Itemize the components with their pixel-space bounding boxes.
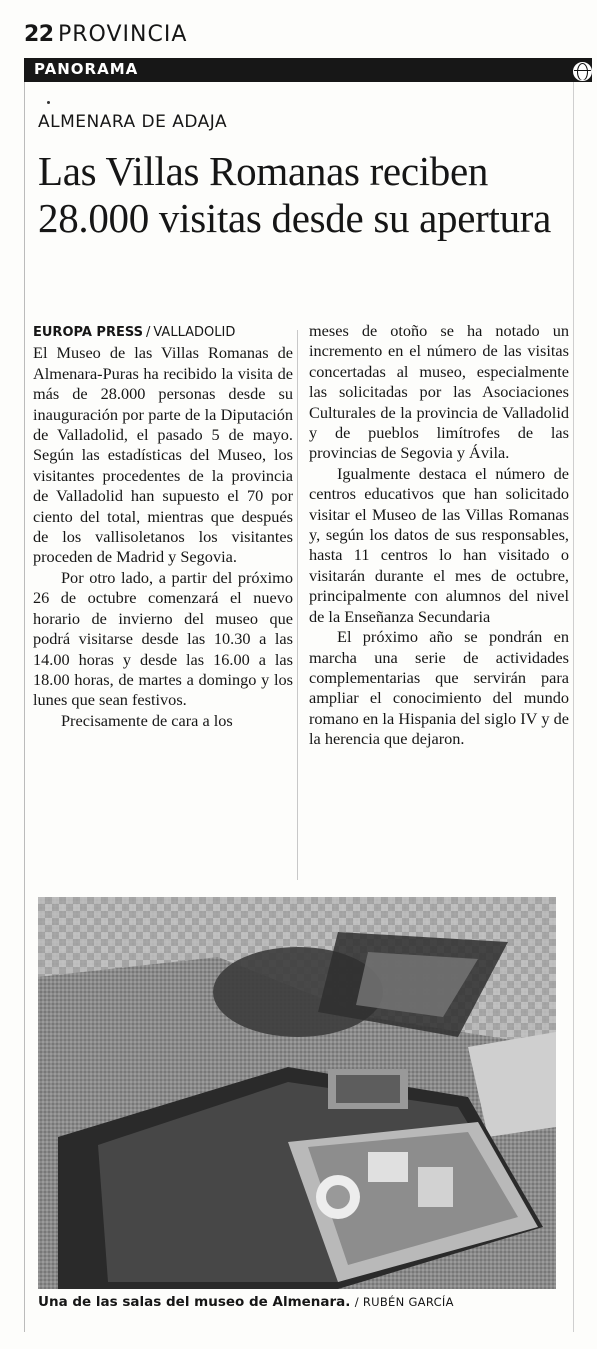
paragraph: El Museo de las Villas Romanas de Almenara-Puras ha recibido la visita de más de 28.000 personas desde su inauguración por parte de la Diputación de Valladolid, el pasado 5 de mayo. Según las estadísticas del Museo, los visitantes procedentes de la provincia de Valladolid han supuesto el 70 por ciento del total, mientras que después de los vallisoletanos los visitantes proceden de Madrid y Segovia. bbox=[33, 343, 293, 567]
article-headline: Las Villas Romanas reciben 28.000 visitas desde su apertura bbox=[38, 148, 552, 241]
article-column-left bbox=[33, 321, 293, 731]
globe-icon bbox=[573, 62, 592, 81]
page-header bbox=[24, 22, 594, 52]
paragraph: Igualmente destaca el número de centros educativos que han solicitado visitar el Museo de las Villas Romanas y, según los datos de sus responsables, hasta 11 centros lo han visitado o visitarán durante el mes de octubre, principalmente con alumnos del nivel de la Enseñanza Secundaria bbox=[309, 463, 569, 626]
kicker-dot bbox=[47, 101, 50, 104]
section-bar bbox=[24, 58, 592, 82]
byline-agency: EUROPA PRESS bbox=[33, 325, 143, 340]
paragraph: El próximo año se pondrán en marcha una serie de actividades complementarias que servirán para ampliar el conocimiento del mundo romano en la Hispania del siglo IV y de la herencia que dejaron. bbox=[309, 627, 569, 749]
paragraph: Por otro lado, a partir del próximo 26 de octubre comenzará el nuevo horario de invierno del museo que podrá visitarse desde las 10.30 a las 14.00 horas y desde las 16.00 a las 18.00 horas, de martes a domingo y los lunes que sean festivos. bbox=[33, 567, 293, 710]
paragraph-continuation: meses de otoño se ha notado un incremento en el número de las visitas concertadas al museo, especialmente las solicitadas por las Asociaciones Culturales de la provincia de Valladolid y de pueblos limítrofes de las provincias de Segovia y Ávila. bbox=[309, 321, 569, 463]
page-number: 22 bbox=[24, 22, 54, 47]
photo-caption bbox=[38, 1294, 454, 1310]
paragraph-continued: Precisamente de cara a los bbox=[61, 710, 233, 730]
article-column-right bbox=[309, 321, 569, 750]
museum-photo bbox=[38, 897, 556, 1289]
subsection-label: PANORAMA bbox=[34, 60, 139, 78]
caption-text: Una de las salas del museo de Almenara. bbox=[38, 1294, 351, 1310]
byline-city: VALLADOLID bbox=[153, 325, 236, 340]
byline-separator: / bbox=[145, 325, 151, 340]
article-kicker: ALMENARA DE ADAJA bbox=[38, 112, 228, 132]
margin-rule bbox=[573, 82, 574, 1332]
museum-photo-illustration bbox=[38, 897, 556, 1289]
section-name: PROVINCIA bbox=[58, 22, 188, 47]
photo-credit: / RUBÉN GARCÍA bbox=[354, 1295, 454, 1309]
column-divider bbox=[297, 330, 298, 880]
margin-rule bbox=[24, 82, 25, 1332]
byline bbox=[33, 321, 293, 343]
